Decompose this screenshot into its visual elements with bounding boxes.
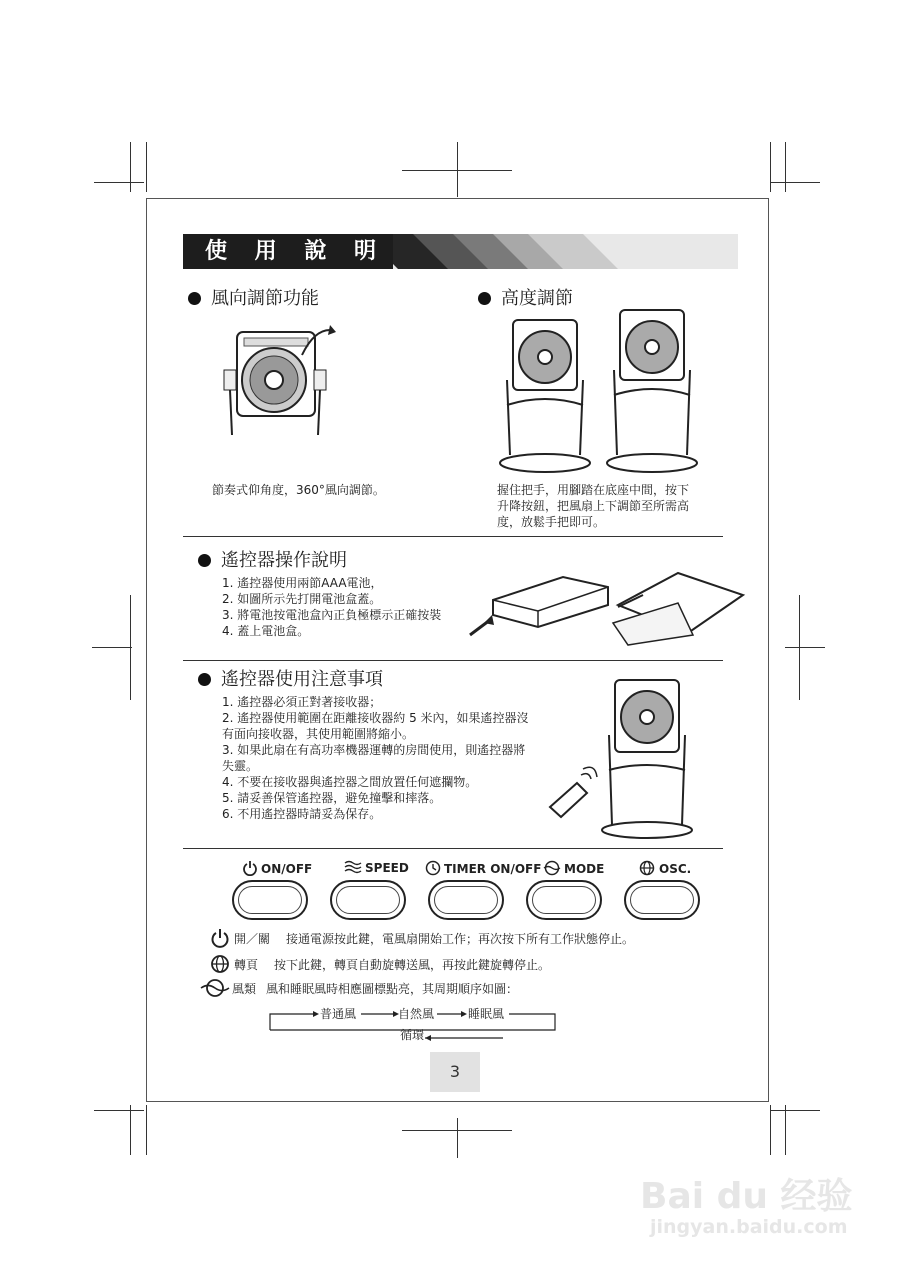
mode-button[interactable] (526, 880, 602, 920)
bullet-icon (198, 673, 211, 686)
legend-power: 開／關 接通電源按此鍵，電風扇開始工作；再次按下所有工作狀態停止。 (210, 928, 634, 948)
battery-install-illustration (468, 565, 748, 650)
osc-button[interactable] (624, 880, 700, 920)
height-adjust-caption: 握住把手，用腳踏在底座中間，按下 升降按鈕，把風扇上下調節至所需高 度，放鬆手把即可。 (497, 483, 690, 529)
mode-icon (543, 860, 561, 876)
cycle-loop-label: 循環 (400, 1028, 425, 1042)
cycle-mode-normal: 普通風 (320, 1007, 357, 1021)
list-item: 6. 不用遙控器時請妥為保存。 (222, 807, 382, 821)
clock-icon (425, 860, 441, 876)
wind-direction-caption: 節奏式仰角度，360°風向調節。 (212, 483, 385, 497)
cycle-mode-sleep: 睡眠風 (468, 1007, 505, 1021)
list-item: 3. 如果此扇在有高功率機器運轉的房間使用，則遙控器將 (222, 743, 526, 757)
wind-direction-heading: 風向調節功能 (188, 288, 319, 310)
watermark-url: jingyan.baidu.com (650, 1216, 848, 1238)
remote-notes-heading: 遙控器使用注意事項 (198, 669, 383, 691)
height-adjust-heading: 高度調節 (478, 288, 573, 310)
legend-osc: 轉頁 按下此鍵，轉頁自動旋轉送風，再按此鍵旋轉停止。 (210, 954, 550, 974)
wind-wave-icon (344, 860, 362, 874)
globe-icon (638, 860, 656, 876)
bullet-icon (478, 292, 491, 305)
watermark-brand: Bai du 经验 (640, 1176, 853, 1217)
list-item: 失靈。 (222, 759, 259, 773)
speed-button[interactable] (330, 880, 406, 920)
list-item: 1. 遙控器必須正對著接收器； (222, 695, 382, 709)
list-item: 1. 遙控器使用兩節AAA電池， (222, 576, 383, 590)
list-item: 3. 將電池按電池盒內正負極標示正確按裝 (222, 608, 442, 622)
remote-notes-list (222, 694, 529, 822)
section-divider (183, 536, 723, 537)
on-off-button[interactable] (232, 880, 308, 920)
bullet-icon (198, 554, 211, 567)
timer-label: TIMER ON/OFF (425, 860, 541, 877)
mode-label: MODE (543, 860, 604, 877)
cycle-mode-natural: 自然風 (398, 1007, 435, 1021)
title-bar (183, 234, 738, 269)
section-divider (183, 848, 723, 849)
section-divider (183, 660, 723, 661)
list-item: 2. 遙控器使用範圍在距離接收器約 5 米內，如果遙控器沒 (222, 711, 529, 725)
osc-label: OSC. (638, 860, 691, 877)
remote-operation-heading: 遙控器操作說明 (198, 550, 347, 572)
globe-icon (210, 954, 230, 974)
legend-mode: 風類 風和睡眠風時相應圖標點亮，其周期順序如圖： (200, 978, 518, 998)
timer-button[interactable] (428, 880, 504, 920)
list-item: 2. 如圖所示先打開電池盒蓋。 (222, 592, 382, 606)
remote-fan-illustration (545, 675, 695, 840)
list-item: 5. 請妥善保管遙控器，避免撞擊和摔落。 (222, 791, 442, 805)
list-item: 4. 不要在接收器與遙控器之間放置任何遮攔物。 (222, 775, 478, 789)
power-icon (210, 928, 230, 948)
mode-icon (200, 978, 230, 998)
bullet-icon (188, 292, 201, 305)
list-item: 有面向接收器，其使用範圍將縮小。 (222, 727, 415, 741)
page-number: 3 (430, 1052, 480, 1092)
page-title: 使 用 說 明 (205, 239, 386, 264)
fan-tilt-illustration (222, 320, 337, 440)
power-icon (242, 860, 258, 876)
speed-label: SPEED (344, 860, 409, 876)
fan-height-illustration (495, 305, 705, 480)
remote-operation-list (222, 575, 441, 639)
list-item: 4. 蓋上電池盒。 (222, 624, 310, 638)
on-off-label: ON/OFF (242, 860, 312, 877)
